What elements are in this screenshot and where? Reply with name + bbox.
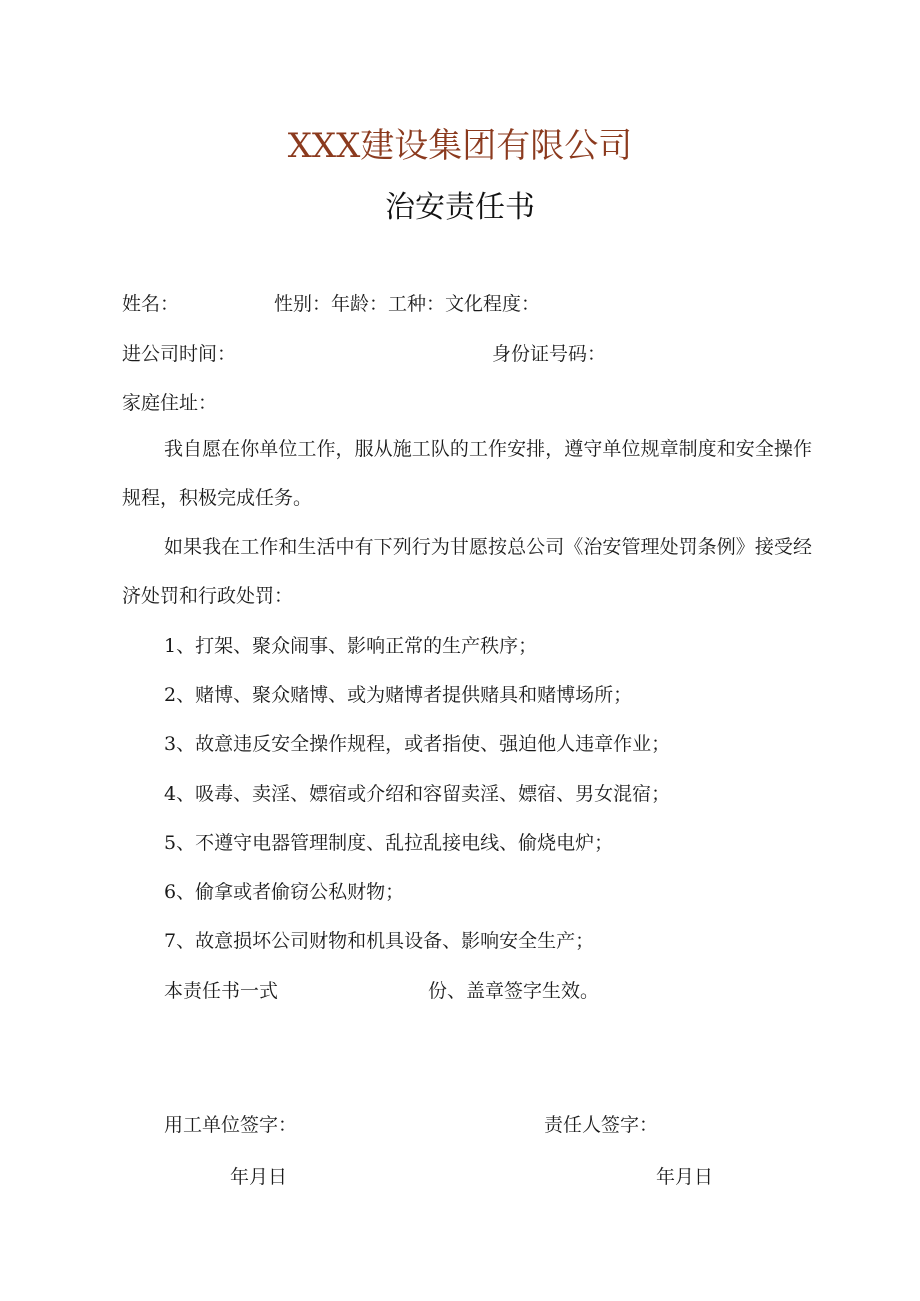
- company-name: XXX建设集团有限公司: [287, 126, 633, 166]
- gender-age-job-education-label: 性别：年龄：工种：文化程度：: [274, 293, 541, 315]
- list-item: 1、打架、聚众闹事、影响正常的生产秩序；: [164, 635, 538, 657]
- list-item: 7、故意损坏公司财物和机具设备、影响安全生产；: [164, 930, 595, 952]
- responsible-person-signature-label: 责任人签字：: [544, 1114, 659, 1136]
- join-time-label: 进公司时间：: [122, 343, 237, 365]
- address-label: 家庭住址：: [122, 392, 218, 414]
- list-item: 3、故意违反安全操作规程，或者指使、强迫他人违章作业；: [164, 733, 671, 755]
- list-item: 6、偷拿或者偷窃公私财物；: [164, 881, 405, 903]
- person-date: 年月日: [656, 1166, 714, 1188]
- employer-signature-label: 用工单位签字：: [164, 1114, 298, 1136]
- list-item: 5、不遵守电器管理制度、乱拉乱接电线、偷烧电炉；: [164, 832, 614, 854]
- list-item: 4、吸毒、卖淫、嫖宿或介绍和容留卖淫、嫖宿、男女混宿；: [164, 783, 671, 805]
- id-number-label: 身份证号码：: [492, 343, 607, 365]
- paragraph-2: 如果我在工作和生活中有下列行为甘愿按总公司《治安管理处罚条例》接受经济处罚和行政处罚：: [122, 536, 812, 607]
- list-item: 2、赌博、聚众赌博、或为赌博者提供赌具和赌博场所；: [164, 684, 633, 706]
- document-title: 治安责任书: [385, 190, 535, 225]
- name-label: 姓名：: [122, 293, 180, 315]
- paragraph-1: 我自愿在你单位工作，服从施工队的工作安排，遵守单位规章制度和安全操作规程，积极完成任务。: [122, 438, 812, 509]
- employer-date: 年月日: [230, 1166, 288, 1188]
- copies-prefix: 本责任书一式: [164, 980, 279, 1002]
- copies-suffix: 份、盖章签字生效。: [428, 980, 600, 1002]
